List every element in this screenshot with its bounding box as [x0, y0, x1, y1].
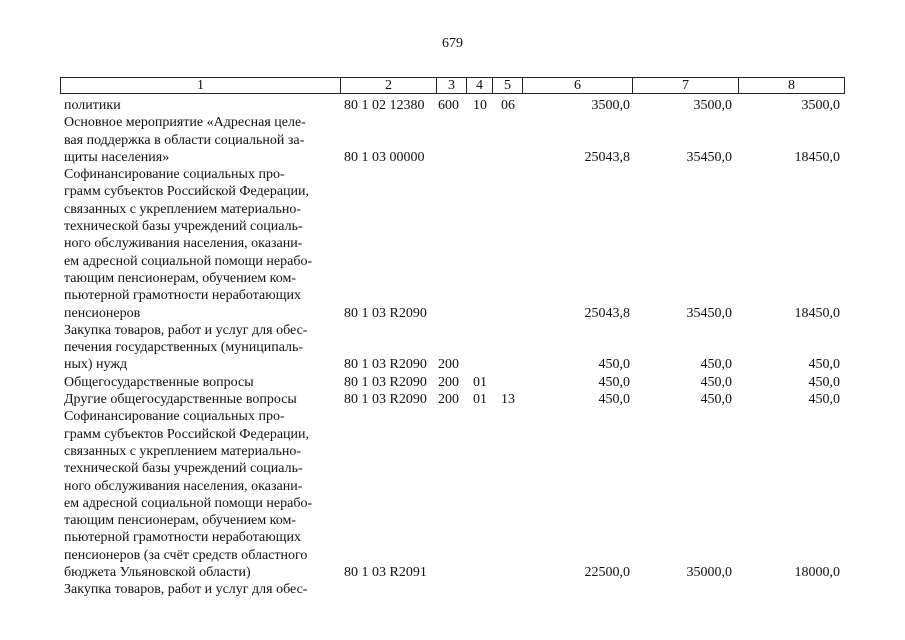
- header-col-2: 2: [340, 77, 436, 94]
- row-col-4: 10: [473, 98, 487, 113]
- row-value-col-8: 18450,0: [794, 149, 840, 165]
- header-col-3: 3: [436, 77, 466, 94]
- description-line: грамм субъектов Российской Федерации,: [64, 426, 310, 442]
- header-col-4: 4: [466, 77, 492, 94]
- row-value-col-6: 450,0: [598, 374, 630, 390]
- row-value-col-7: 35450,0: [686, 149, 732, 165]
- row-value-col-6: 25043,8: [584, 149, 630, 165]
- table-row: [0, 408, 905, 581]
- page-number: 679: [442, 36, 463, 51]
- table-row: [0, 114, 905, 166]
- row-col-3: 200: [438, 357, 459, 373]
- description-line: Закупка товаров, работ и услуг для обес-: [64, 322, 308, 338]
- description-line: технической базы учреждений социаль-: [64, 219, 303, 235]
- description-line: Общегосударственные вопросы: [64, 374, 254, 390]
- header-col-6: 6: [522, 77, 632, 94]
- row-code: 80 1 03 R2090: [344, 305, 427, 321]
- description-line: связанных с укреплением материально-: [64, 443, 301, 459]
- description-line: печения государственных (муниципаль-: [64, 340, 304, 356]
- row-description: [64, 114, 332, 166]
- row-value-col-6: 450,0: [598, 357, 630, 373]
- row-code: 80 1 03 00000: [344, 149, 425, 165]
- row-code: 80 1 02 12380: [344, 98, 425, 113]
- row-col-3: 200: [438, 392, 459, 408]
- row-value-col-8: 18450,0: [794, 305, 840, 321]
- description-line: пенсионеров: [64, 305, 141, 321]
- row-value-col-8: 450,0: [808, 374, 840, 390]
- row-description: [64, 97, 332, 114]
- row-value-col-8: 18000,0: [794, 565, 840, 581]
- row-description: [64, 166, 332, 322]
- table-row: [0, 581, 905, 598]
- description-line: ного обслуживания населения, оказани-: [64, 236, 303, 252]
- description-line: пьютерной грамотности неработающих: [64, 530, 301, 546]
- description-line: пьютерной грамотности неработающих: [64, 288, 301, 304]
- description-line: ем адресной социальной помощи нерабо-: [64, 253, 313, 269]
- row-col-3: 600: [438, 98, 459, 113]
- row-value-col-7: 450,0: [700, 374, 732, 390]
- row-value-col-8: 450,0: [808, 357, 840, 373]
- table-row: [0, 97, 905, 114]
- row-value-col-8: 450,0: [808, 392, 840, 408]
- description-line: Закупка товаров, работ и услуг для обес-: [64, 582, 308, 598]
- row-value-col-7: 450,0: [700, 357, 732, 373]
- row-description: [64, 581, 332, 598]
- description-line: Софинансирование социальных про-: [64, 167, 285, 183]
- header-col-1: 1: [60, 77, 340, 94]
- row-value-col-6: 3500,0: [591, 98, 630, 113]
- header-col-7: 7: [632, 77, 738, 94]
- description-line: бюджета Ульяновской области): [64, 565, 251, 581]
- description-line: технической базы учреждений социаль-: [64, 461, 303, 477]
- row-description: [64, 408, 332, 581]
- row-col-4: 01: [473, 392, 487, 408]
- description-line: грамм субъектов Российской Федерации,: [64, 184, 310, 200]
- row-description: [64, 391, 332, 408]
- description-line: ных) нужд: [64, 357, 128, 373]
- description-line: пенсионеров (за счёт средств областного: [64, 547, 308, 563]
- description-line: ем адресной социальной помощи нерабо-: [64, 495, 313, 511]
- description-line: политики: [64, 98, 121, 113]
- row-value-col-6: 450,0: [598, 392, 630, 408]
- table-header: [60, 77, 845, 94]
- description-line: тающим пенсионерам, обучением ком-: [64, 270, 297, 286]
- table-row: [0, 322, 905, 374]
- row-col-5: 13: [501, 392, 515, 408]
- table-row: [0, 166, 905, 322]
- row-code: 80 1 03 R2090: [344, 392, 427, 408]
- row-col-4: 01: [473, 374, 487, 390]
- description-line: ного обслуживания населения, оказани-: [64, 478, 303, 494]
- row-description: [64, 374, 332, 391]
- row-value-col-7: 3500,0: [693, 98, 732, 113]
- row-code: 80 1 03 R2090: [344, 374, 427, 390]
- description-line: Другие общегосударственные вопросы: [64, 392, 297, 408]
- table-row: [0, 391, 905, 408]
- description-line: Основное мероприятие «Адресная целе-: [64, 115, 306, 131]
- row-value-col-7: 35000,0: [686, 565, 732, 581]
- row-code: 80 1 03 R2091: [344, 565, 427, 581]
- description-line: тающим пенсионерам, обучением ком-: [64, 513, 297, 529]
- description-line: связанных с укреплением материально-: [64, 201, 301, 217]
- description-line: щиты населения»: [64, 149, 170, 165]
- row-value-col-6: 22500,0: [584, 565, 630, 581]
- row-col-3: 200: [438, 374, 459, 390]
- row-value-col-8: 3500,0: [801, 98, 840, 113]
- row-col-5: 06: [501, 98, 515, 113]
- header-col-8: 8: [738, 77, 845, 94]
- table-row: [0, 374, 905, 391]
- row-description: [64, 322, 332, 374]
- header-col-5: 5: [492, 77, 522, 94]
- row-code: 80 1 03 R2090: [344, 357, 427, 373]
- row-value-col-7: 450,0: [700, 392, 732, 408]
- row-value-col-7: 35450,0: [686, 305, 732, 321]
- description-line: Софинансирование социальных про-: [64, 409, 285, 425]
- row-value-col-6: 25043,8: [584, 305, 630, 321]
- description-line: вая поддержка в области социальной за-: [64, 132, 305, 148]
